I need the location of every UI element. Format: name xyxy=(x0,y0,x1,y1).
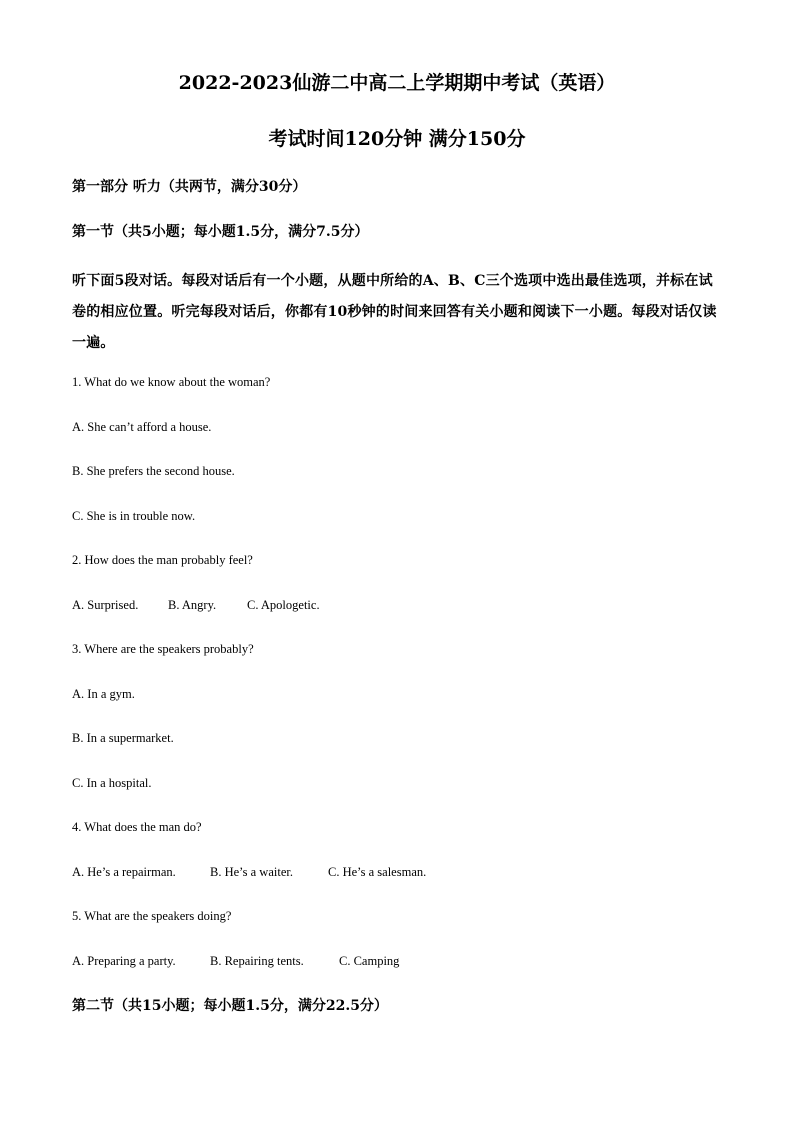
question-5-option-a: A. Preparing a party. xyxy=(72,954,176,968)
question-3-stem: 3. Where are the speakers probably? xyxy=(72,642,254,656)
question-5-stem: 5. What are the speakers doing? xyxy=(72,909,232,923)
question-1-option-b: B. She prefers the second house. xyxy=(72,464,235,478)
question-5-option-c: C. Camping xyxy=(339,954,400,968)
question-3-option-c: C. In a hospital. xyxy=(72,776,152,790)
question-1-stem: 1. What do we know about the woman? xyxy=(72,375,271,389)
section1-heading: 第一节（共5小题；每小题1.5分，满分7.5分） xyxy=(72,224,369,240)
question-1-option-c: C. She is in trouble now. xyxy=(72,509,196,523)
question-1-option-a: A. She can’t afford a house. xyxy=(72,420,212,434)
question-2-option-a: A. Surprised. xyxy=(72,598,139,612)
question-2-option-b: B. Angry. xyxy=(168,598,217,612)
section2-heading: 第二节（共15小题；每小题1.5分，满分22.5分） xyxy=(72,998,388,1014)
question-4-option-a: A. He’s a repairman. xyxy=(72,865,176,879)
exam-title: 2022-2023仙游二中高二上学期期中考试（英语） xyxy=(178,72,616,94)
question-2-options xyxy=(72,598,320,613)
question-4-option-c: C. He’s a salesman. xyxy=(328,865,427,879)
question-5-options xyxy=(72,954,399,969)
question-3-option-b: B. In a supermarket. xyxy=(72,731,174,745)
question-4-option-b: B. He’s a waiter. xyxy=(210,865,293,879)
question-3-option-a: A. In a gym. xyxy=(72,687,135,701)
question-2-option-c: C. Apologetic. xyxy=(247,598,320,612)
exam-time-score: 考试时间120分钟 满分150分 xyxy=(268,128,526,150)
question-4-stem: 4. What does the man do? xyxy=(72,820,202,834)
listening-instructions: 听下面5段对话。每段对话后有一个小题，从题中所给的A、B、C三个选项中选出最佳选项，并标在试卷的相应位置。听完每段对话后，你都有10秒钟的时间来回答有关小题和阅读下一小题。每段对话仅读一遍。 xyxy=(72,273,717,351)
part1-heading: 第一部分 听力（共两节，满分30分） xyxy=(72,179,307,195)
question-4-options xyxy=(72,865,426,880)
question-2-stem: 2. How does the man probably feel? xyxy=(72,553,253,567)
question-5-option-b: B. Repairing tents. xyxy=(210,954,304,968)
